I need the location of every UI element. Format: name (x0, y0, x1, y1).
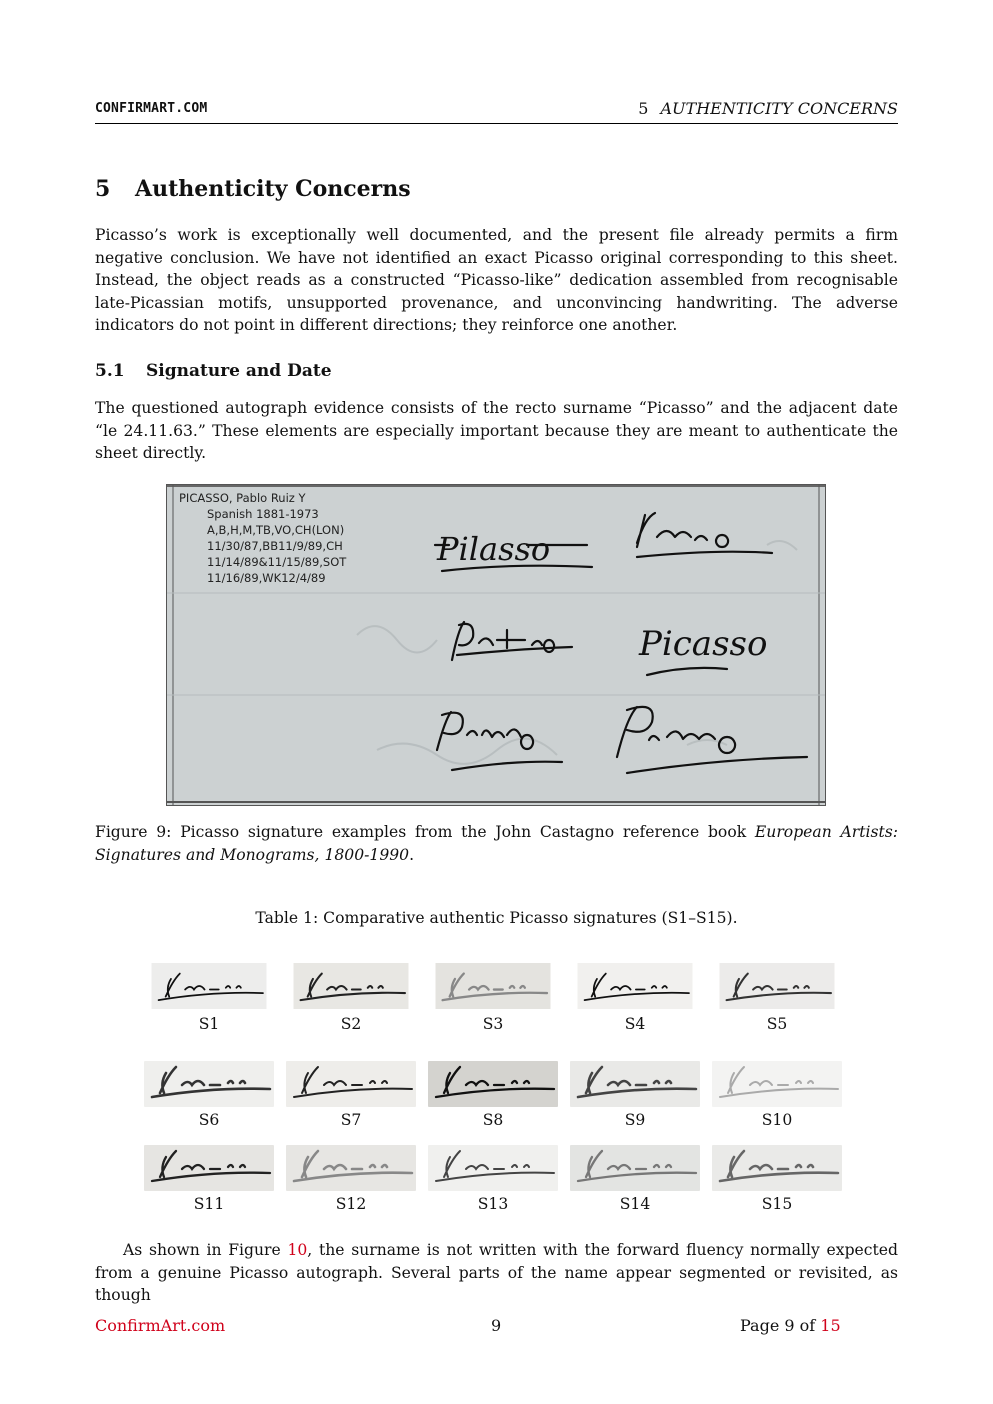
section-paragraph: Picasso’s work is exceptionally well documented, and the present file already permits a firm negative conclusion. We have not identified an exact Picasso original corresponding to this sheet. Instead, the object reads as a constructed “Picasso-like” dedication assembled from recognisable late-Picassian motifs, unsupported provenance, and unconvincing handwriting. The adverse indicators do not point in different directions; they reinforce one another. (95, 226, 898, 334)
signature-text-pilasso: Pilasso (437, 530, 551, 568)
signature-label: S4 (624, 1015, 646, 1033)
signature-label: S5 (766, 1015, 788, 1033)
card-line: PICASSO, Pablo Ruiz Y (179, 491, 306, 505)
table-caption: Table 1: Comparative authentic Picasso signatures (S1–S15). (255, 909, 738, 927)
header-section-title: AUTHENTICITY CONCERNS (660, 99, 898, 118)
signature-sample (286, 963, 416, 1033)
footer-page-prefix: Page 9 of (740, 1316, 821, 1335)
card-line: Spanish 1881-1973 (207, 507, 319, 521)
signature-sample-image (144, 1145, 274, 1191)
signature-label: S7 (340, 1111, 362, 1129)
figure-caption-book-title: European Artists: Signatures and Monograms, 1800-1990 (95, 823, 898, 864)
signature-label: S12 (335, 1195, 367, 1213)
signature-sample-image (712, 963, 842, 1009)
signature-label: S3 (482, 1015, 504, 1033)
paragraph-text-after-ref: , the surname is not written with the forward fluency normally expected from a genuine Picasso autograph. Several parts of the name appear segmented or revisited, as though (95, 1241, 898, 1304)
signature-sample-image (286, 1145, 416, 1191)
figure-caption (95, 821, 898, 866)
signature-sample (570, 1061, 700, 1129)
signature-label: S15 (761, 1195, 793, 1213)
signature-text-picasso: Picasso (639, 624, 768, 664)
subsection-number: 5.1 (95, 361, 125, 381)
signature-sample (144, 1061, 274, 1129)
card-line: A,B,H,M,TB,VO,CH(LON) (207, 523, 345, 537)
signature-sample-image (428, 1061, 558, 1107)
signature-sample (712, 963, 842, 1033)
subsection-heading (95, 361, 332, 381)
card-line: 11/16/89,WK12/4/89 (207, 571, 326, 585)
signature-sample-image (428, 963, 558, 1009)
header-section-number: 5 (638, 99, 649, 118)
signature-sample-image (712, 1145, 842, 1191)
signature-sample (712, 1061, 842, 1129)
signature-label: S10 (761, 1111, 793, 1129)
signature-sample (286, 1145, 416, 1213)
signature-sample-image (570, 1061, 700, 1107)
figure-ref-link[interactable]: 10 (287, 1241, 308, 1259)
signature-sample (428, 1145, 558, 1213)
footer-page-count (740, 1316, 841, 1335)
signature-reference-figure (166, 484, 826, 806)
signature-sample-image (570, 1145, 700, 1191)
signature-sample-image (144, 1061, 274, 1107)
signature-sample-image (286, 1061, 416, 1107)
signature-sample (712, 1145, 842, 1213)
subsection-paragraph: The questioned autograph evidence consists of the recto surname “Picasso” and the adjacent date “le 24.11.63.” These elements are especially important because they are meant to authenticate the sheet directly. (95, 399, 898, 462)
signature-sample-image (570, 963, 700, 1009)
header-logo: CONFIRMART.COM (95, 101, 208, 116)
signature-sample (286, 1061, 416, 1129)
figure-caption-prefix: Figure 9: Picasso signature examples from the John Castagno reference book (95, 823, 755, 841)
figure-caption-suffix: . (409, 845, 415, 864)
signature-label: S13 (477, 1195, 509, 1213)
card-line: 11/30/87,BB11/9/89,CH (207, 539, 343, 553)
section-heading (95, 176, 411, 202)
signature-sample (428, 963, 558, 1033)
signature-label: S9 (624, 1111, 646, 1129)
running-header (95, 99, 898, 124)
signature-label: S14 (619, 1195, 651, 1213)
header-section (638, 99, 898, 118)
subsection-title: Signature and Date (146, 361, 332, 381)
card-line: 11/14/89&11/15/89,SOT (207, 555, 347, 569)
signature-sample (144, 963, 274, 1033)
section-title: Authenticity Concerns (135, 176, 411, 202)
signature-sample-image (428, 1145, 558, 1191)
signature-sample-image (144, 963, 274, 1009)
signature-label: S11 (193, 1195, 225, 1213)
closing-paragraph (95, 1239, 898, 1307)
signature-sample (144, 1145, 274, 1213)
section-number: 5 (95, 176, 111, 202)
signature-sample-image (286, 963, 416, 1009)
footer-total-pages-link[interactable]: 15 (820, 1316, 841, 1335)
reference-scan-image (167, 485, 825, 805)
footer-page-number: 9 (491, 1316, 502, 1335)
footer-site-link[interactable]: ConfirmArt.com (95, 1316, 226, 1335)
signature-label: S1 (198, 1015, 220, 1033)
signature-sample (570, 1145, 700, 1213)
paragraph-text-before-ref: As shown in Figure (123, 1241, 288, 1259)
signature-label: S6 (198, 1111, 220, 1129)
signature-label: S2 (340, 1015, 362, 1033)
document-page (95, 0, 898, 1404)
signature-sample (428, 1061, 558, 1129)
signature-sample (570, 963, 700, 1033)
signature-sample-image (712, 1061, 842, 1107)
signature-label: S8 (482, 1111, 504, 1129)
